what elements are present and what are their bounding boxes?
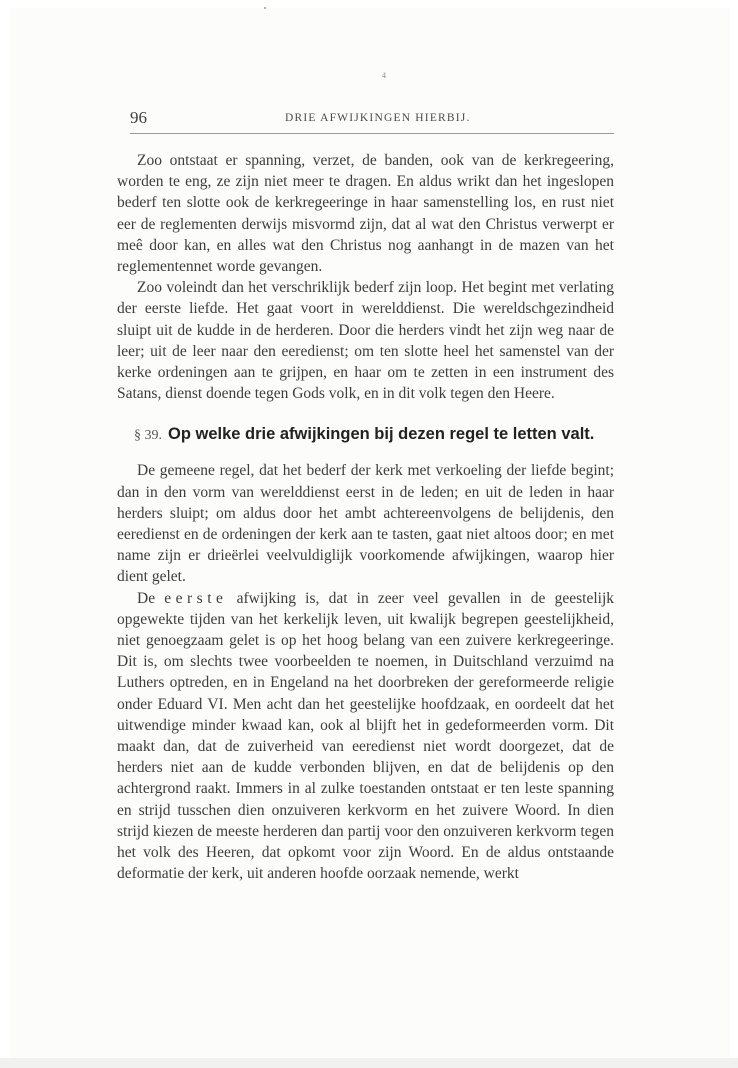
paragraph: Zoo voleindt dan het verschriklijk bederf zijn loop. Het begint met verlating der eerste liefde. Het gaat voort in werelddienst. Die wereldschgezindheid sluipt uit de kudde in de herderen. Door die herders vindt het zijn weg naar de leer; uit de leer naar den eeredienst; om ten slotte heel het samenstel van der kerke ordeningen aan te grijpen, en haar om te zetten in een instrument des Satans, dienst doende tegen Gods volk, en in dit volk tegen den Heere. <box>117 279 614 403</box>
paragraph: Zoo ontstaat er spanning, verzet, de banden, ook van de kerkregeering, worden te eng, ze zijn niet meer te dragen. En aldus wrikt dan het ingeslopen bederf ten slotte ook de kerkregeeringe in haar samenstelling los, en rust niet eer de reglementen derwijs misvormd zijn, dat al wat den Christus verwerpt er meê door kan, en alles wat den Christus nog aanhangt in de mazen van het reglementennet worde gevangen. <box>117 152 614 276</box>
paper-speck <box>264 7 266 9</box>
page-number: 96 <box>130 108 147 127</box>
page-body <box>117 150 614 885</box>
page-bottom-edge <box>0 1058 738 1068</box>
paragraph: De gemeene regel, dat het bederf der kerk met verkoeling der liefde begint; dan in den vorm van werelddienst eerst in de leden; en uit de leden in haar herders sluipt; om aldus door het ambt achtereenvolgens de belijdenis, den eeredienst en de ordeningen der kerk aan te tasten, gaat niet altoos door; en met name zijn er drieërlei veelvuldiglijk voorkomende afwijkingen, waarop hier dient gelet. <box>117 462 614 586</box>
printer-mark: 4 <box>382 71 386 80</box>
spaced-emphasis: eerste <box>164 589 228 607</box>
paragraph-rest: afwijking is, dat in zeer veel gevallen in de geestelijk opgewekte tijden van het kerkelijk leven, uit kwalijk begrepen geestelijkheid, niet genoegzaam gelet is op het hoog belang van een zuivere kerkregeeringe. Dit is, om slechts twee voorbeelden te noemen, in Duitschland verzuimd na Luthers optreden, en in Engeland na het doorbreken der gereformeerde religie onder Eduard VI. Men acht dan het geestelijke hoofdzaak, en oordeelt dat het uitwendige minder kwaad kan, ook al blijft het in gedeformeerden vorm. Dit maakt dan, dat de zuiverheid van eeredienst niet wordt doorgezet, dat de herders niet aan de kudde verbonden blijven, en dat de belijdenis op den achtergrond raakt. Immers in al zulke toestanden ontstaat er ten leste spanning en strijd tusschen dien onzuiveren kerkvorm en het zuivere Woord. In dien strijd kiezen de meeste herderen dan partij voor den onzuiveren kerkvorm tegen het volk des Heeren, dat opkomt voor zijn Woord. En de aldus ontstaande deformatie der kerk, uit anderen hoofde oorzaak nemende, werkt <box>117 589 615 883</box>
header-rule <box>130 133 614 134</box>
section-title: Op welke drie afwijkingen bij dezen regel te letten valt. <box>168 425 595 444</box>
section-heading <box>117 424 614 446</box>
paragraph-lead: De <box>137 589 156 607</box>
page-header <box>130 108 614 130</box>
section-number: § 39. <box>134 428 162 444</box>
running-head: DRIE AFWIJKINGEN HIERBIJ. <box>285 112 471 124</box>
paragraph <box>117 588 614 885</box>
